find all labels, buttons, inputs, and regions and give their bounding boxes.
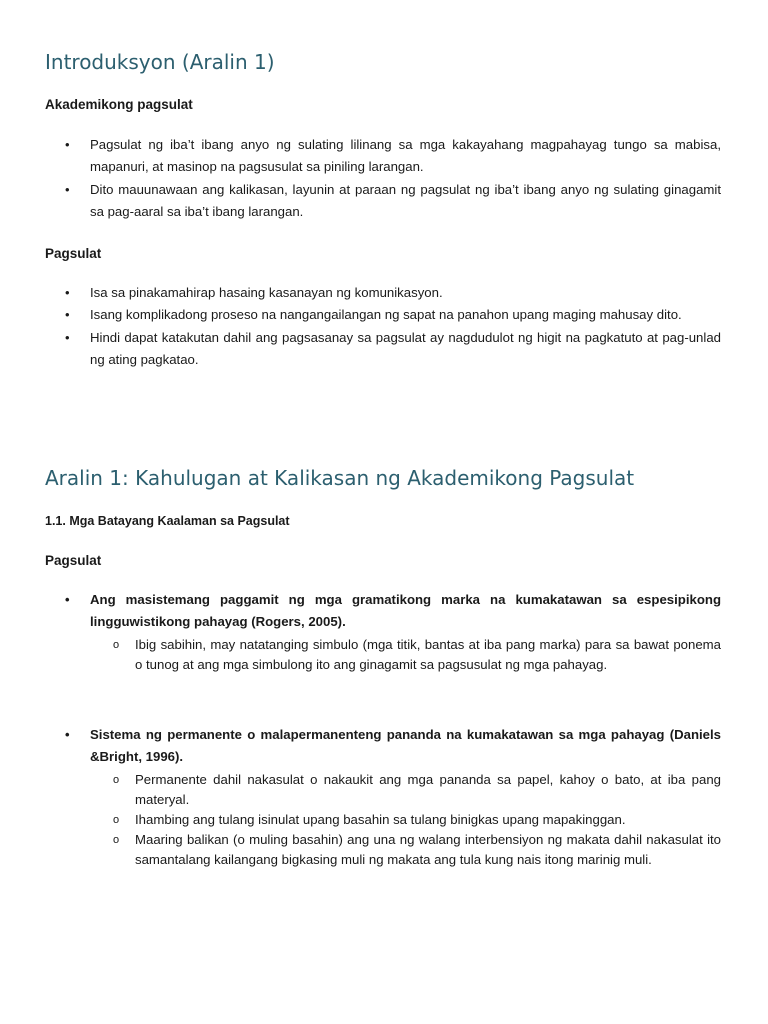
sublist — [90, 635, 721, 675]
bullet-icon: • — [65, 727, 70, 742]
list-item-text: Sistema ng permanente o malapermanenteng pananda na kumakatawan sa mga pahayag (Daniels &Bright, 1996). — [90, 727, 721, 765]
akademikong-pagsulat-list — [65, 134, 721, 223]
list-item-text: Isang komplikadong proseso na nangangailangan ng sapat na panahon upang maging mahusay dito. — [90, 307, 682, 323]
bullet-icon: • — [65, 181, 70, 197]
bullet-icon: • — [65, 307, 70, 323]
circle-bullet-icon: o — [113, 813, 120, 826]
pagsulat-list — [65, 282, 721, 371]
list-item — [65, 134, 721, 179]
bullet-icon: • — [65, 329, 70, 345]
list-item — [65, 282, 721, 304]
heading-akademikong-pagsulat: Akademikong pagsulat — [45, 97, 193, 112]
bullet-icon: • — [65, 592, 70, 607]
sublist-item — [90, 830, 721, 870]
list-item-text: Isa sa pinakamahirap hasaing kasanayan ng komunikasyon. — [90, 285, 443, 300]
list-item-text: Dito mauunawaan ang kalikasan, layunin at paraan ng pagsulat ng iba’t ibang anyo ng sulating ginagamit sa pag-aaral sa iba’t ibang larangan. — [90, 181, 721, 219]
list-item-text: Hindi dapat katakutan dahil ang pagsasanay sa pagsulat ay nagdudulot ng higit na pagkatuto at pag-unlad ng ating pagkatao. — [90, 329, 721, 367]
section-title-introduksyon: Introduksyon (Aralin 1) — [45, 50, 275, 74]
sublist-item-text: Ibig sabihin, may natatanging simbulo (mga titik, bantas at iba pang marka) para sa bawat ponema o tunog at ang mga simbulong ito ang ginagamit sa pagsusulat ng mga pahayag. — [135, 636, 721, 672]
pagsulat-definition-list-2 — [65, 724, 721, 870]
list-item — [65, 724, 721, 870]
circle-bullet-icon: o — [113, 638, 120, 651]
heading-pagsulat: Pagsulat — [45, 246, 102, 261]
sublist-item-text: Ihambing ang tulang isinulat upang basahin sa tulang binigkas upang mapakinggan. — [135, 811, 626, 827]
list-item — [65, 327, 721, 372]
heading-pagsulat-2: Pagsulat — [45, 553, 102, 568]
list-item-text: Pagsulat ng iba’t ibang anyo ng sulating lilinang sa mga kakayahang magpahayag tungo sa mabisa, mapanuri, at masinop na pagsusulat sa piniling larangan. — [90, 137, 721, 175]
subsection-title: 1.1. Mga Batayang Kaalaman sa Pagsulat — [45, 514, 290, 528]
sublist — [90, 770, 721, 870]
section-title-aralin-1: Aralin 1: Kahulugan at Kalikasan ng Akademikong Pagsulat — [45, 466, 635, 490]
list-item — [65, 179, 721, 224]
sublist-item — [90, 635, 721, 675]
circle-bullet-icon: o — [113, 833, 120, 846]
list-item — [65, 304, 721, 326]
bullet-icon: • — [65, 285, 70, 300]
sublist-item-text: Maaring balikan (o muling basahin) ang una ng walang interbensiyon ng makata dahil nakasulat ito samantalang kailangang bigkasing muli ng makata ang tula kung nais itong marinig muli. — [135, 831, 721, 867]
sublist-item — [90, 770, 721, 810]
sublist-item-text: Permanente dahil nakasulat o nakaukit ang mga pananda sa papel, kahoy o bato, at iba pang materyal. — [135, 771, 721, 807]
pagsulat-definition-list-1 — [65, 589, 721, 675]
sublist-item — [90, 810, 721, 830]
list-item-text: Ang masistemang paggamit ng mga gramatikong marka na kumakatawan sa espesipikong lingguwistikong pahayag (Rogers, 2005). — [90, 592, 721, 630]
circle-bullet-icon: o — [113, 773, 120, 786]
bullet-icon: • — [65, 137, 70, 152]
list-item — [65, 589, 721, 675]
